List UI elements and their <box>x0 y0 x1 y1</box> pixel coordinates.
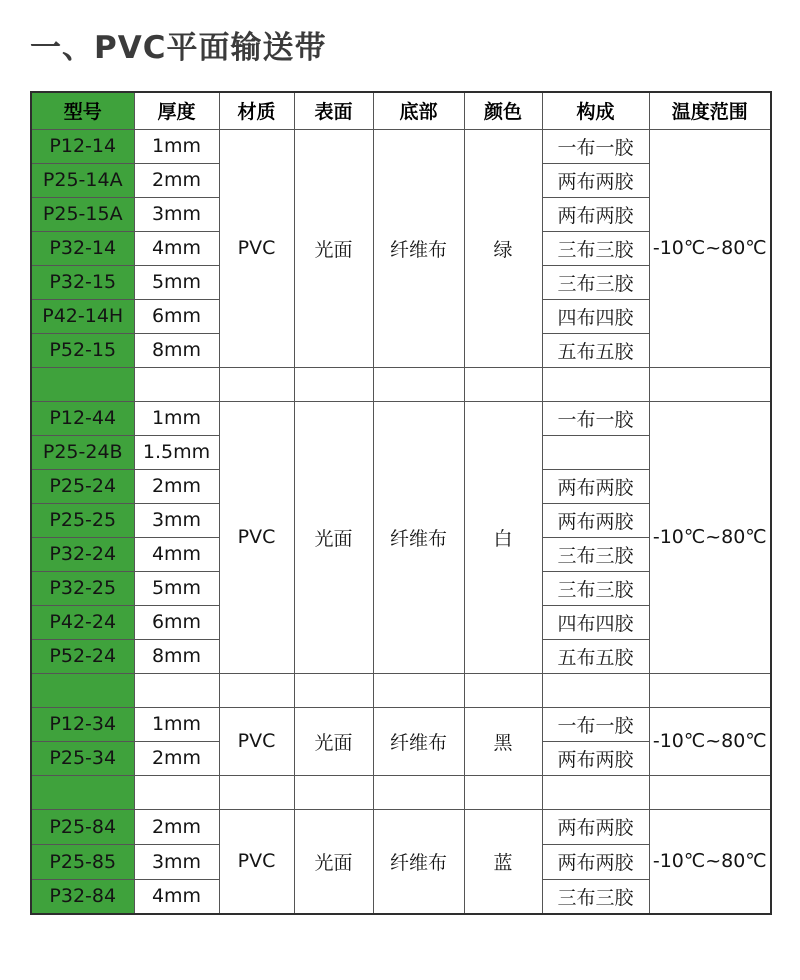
thickness-cell: 2mm <box>134 809 219 844</box>
separator-empty-cell <box>649 775 771 809</box>
thickness-cell: 1mm <box>134 707 219 741</box>
thickness-cell: 2mm <box>134 163 219 197</box>
separator-empty-cell <box>294 775 373 809</box>
table-row <box>31 129 771 163</box>
model-cell: P32-84 <box>31 879 134 914</box>
surface-cell: 光面 <box>294 809 373 914</box>
table-row <box>31 809 771 844</box>
surface-cell: 光面 <box>294 401 373 673</box>
construction-cell: 五布五胶 <box>542 333 649 367</box>
header-cell-material: 材质 <box>219 92 294 129</box>
separator-empty-cell <box>219 673 294 707</box>
construction-cell: 五布五胶 <box>542 639 649 673</box>
model-cell: P32-15 <box>31 265 134 299</box>
construction-cell: 四布四胶 <box>542 605 649 639</box>
construction-cell: 一布一胶 <box>542 401 649 435</box>
model-cell: P25-84 <box>31 809 134 844</box>
construction-cell: 三布三胶 <box>542 537 649 571</box>
table-row <box>31 401 771 435</box>
separator-empty-cell <box>373 673 464 707</box>
bottom-cell: 纤维布 <box>373 707 464 775</box>
separator-empty-cell <box>294 367 373 401</box>
construction-cell: 两布两胶 <box>542 469 649 503</box>
separator-row <box>31 673 771 707</box>
model-cell: P25-15A <box>31 197 134 231</box>
separator-empty-cell <box>649 673 771 707</box>
construction-cell: 三布三胶 <box>542 879 649 914</box>
construction-cell: 一布一胶 <box>542 129 649 163</box>
model-cell: P12-44 <box>31 401 134 435</box>
separator-model-cell <box>31 673 134 707</box>
material-cell: PVC <box>219 129 294 367</box>
spec-table-body <box>31 92 771 914</box>
color-cell: 黑 <box>464 707 542 775</box>
color-cell: 绿 <box>464 129 542 367</box>
separator-row <box>31 367 771 401</box>
model-cell: P12-34 <box>31 707 134 741</box>
separator-empty-cell <box>464 673 542 707</box>
material-cell: PVC <box>219 707 294 775</box>
separator-empty-cell <box>373 775 464 809</box>
separator-empty-cell <box>542 367 649 401</box>
separator-row <box>31 775 771 809</box>
header-cell-construction: 构成 <box>542 92 649 129</box>
model-cell: P25-24 <box>31 469 134 503</box>
thickness-cell: 3mm <box>134 197 219 231</box>
separator-empty-cell <box>219 775 294 809</box>
temp-range-cell: -10℃~80℃ <box>649 401 771 673</box>
separator-empty-cell <box>373 367 464 401</box>
construction-cell: 两布两胶 <box>542 503 649 537</box>
construction-cell: 三布三胶 <box>542 265 649 299</box>
thickness-cell: 4mm <box>134 231 219 265</box>
temp-range-cell: -10℃~80℃ <box>649 707 771 775</box>
header-cell-color: 颜色 <box>464 92 542 129</box>
model-cell: P25-85 <box>31 844 134 879</box>
construction-cell: 两布两胶 <box>542 809 649 844</box>
table-row <box>31 707 771 741</box>
model-cell: P32-24 <box>31 537 134 571</box>
model-cell: P12-14 <box>31 129 134 163</box>
construction-cell: 一布一胶 <box>542 707 649 741</box>
construction-cell: 四布四胶 <box>542 299 649 333</box>
separator-empty-cell <box>542 673 649 707</box>
construction-cell: 三布三胶 <box>542 231 649 265</box>
thickness-cell: 2mm <box>134 741 219 775</box>
model-cell: P42-24 <box>31 605 134 639</box>
thickness-cell: 5mm <box>134 265 219 299</box>
header-cell-thickness: 厚度 <box>134 92 219 129</box>
spec-table <box>30 91 772 915</box>
model-cell: P32-25 <box>31 571 134 605</box>
construction-cell: 两布两胶 <box>542 741 649 775</box>
thickness-cell: 6mm <box>134 605 219 639</box>
color-cell: 蓝 <box>464 809 542 914</box>
page-title: 一、PVC平面输送带 <box>30 30 327 66</box>
construction-cell <box>542 435 649 469</box>
thickness-cell: 1mm <box>134 129 219 163</box>
thickness-cell: 1.5mm <box>134 435 219 469</box>
bottom-cell: 纤维布 <box>373 401 464 673</box>
thickness-cell: 2mm <box>134 469 219 503</box>
model-cell: P25-34 <box>31 741 134 775</box>
header-cell-model: 型号 <box>31 92 134 129</box>
separator-empty-cell <box>219 367 294 401</box>
thickness-cell: 4mm <box>134 879 219 914</box>
separator-model-cell <box>31 367 134 401</box>
model-cell: P25-14A <box>31 163 134 197</box>
separator-empty-cell <box>542 775 649 809</box>
material-cell: PVC <box>219 401 294 673</box>
thickness-cell: 1mm <box>134 401 219 435</box>
separator-empty-cell <box>134 367 219 401</box>
thickness-cell: 8mm <box>134 333 219 367</box>
model-cell: P52-24 <box>31 639 134 673</box>
thickness-cell: 6mm <box>134 299 219 333</box>
model-cell: P25-24B <box>31 435 134 469</box>
construction-cell: 两布两胶 <box>542 197 649 231</box>
construction-cell: 两布两胶 <box>542 163 649 197</box>
thickness-cell: 4mm <box>134 537 219 571</box>
model-cell: P25-25 <box>31 503 134 537</box>
separator-empty-cell <box>649 367 771 401</box>
header-cell-bottom: 底部 <box>373 92 464 129</box>
separator-empty-cell <box>134 775 219 809</box>
header-cell-temp-range: 温度范围 <box>649 92 771 129</box>
thickness-cell: 3mm <box>134 844 219 879</box>
bottom-cell: 纤维布 <box>373 129 464 367</box>
material-cell: PVC <box>219 809 294 914</box>
model-cell: P42-14H <box>31 299 134 333</box>
thickness-cell: 8mm <box>134 639 219 673</box>
separator-empty-cell <box>294 673 373 707</box>
separator-empty-cell <box>464 367 542 401</box>
model-cell: P52-15 <box>31 333 134 367</box>
model-cell: P32-14 <box>31 231 134 265</box>
surface-cell: 光面 <box>294 707 373 775</box>
separator-empty-cell <box>464 775 542 809</box>
thickness-cell: 3mm <box>134 503 219 537</box>
separator-model-cell <box>31 775 134 809</box>
color-cell: 白 <box>464 401 542 673</box>
temp-range-cell: -10℃~80℃ <box>649 809 771 914</box>
header-row <box>31 92 771 129</box>
construction-cell: 三布三胶 <box>542 571 649 605</box>
surface-cell: 光面 <box>294 129 373 367</box>
header-cell-surface: 表面 <box>294 92 373 129</box>
thickness-cell: 5mm <box>134 571 219 605</box>
bottom-cell: 纤维布 <box>373 809 464 914</box>
separator-empty-cell <box>134 673 219 707</box>
temp-range-cell: -10℃~80℃ <box>649 129 771 367</box>
construction-cell: 两布两胶 <box>542 844 649 879</box>
